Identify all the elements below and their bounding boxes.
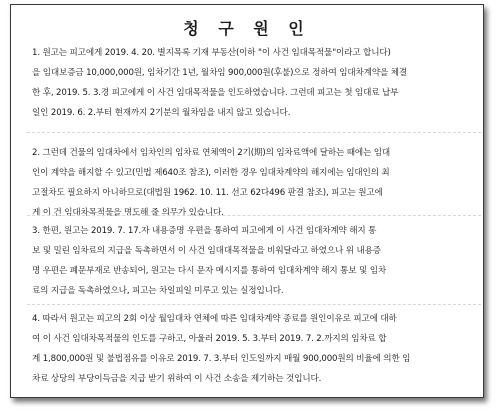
paragraph-line: 을 임대보증금 10,000,000원, 임차기간 1년, 월차임 900,000원(후불)으로 정하여 임대차계약을 체결 — [32, 68, 408, 78]
paragraph-1 — [32, 43, 474, 123]
document-page — [10, 4, 484, 398]
paragraph-line: 3. 한편, 원고는 2019. 7. 17.자 내용증명 우편을 통하여 피고에게 이 사건 임대차계약 해지 통 — [32, 226, 377, 236]
section-divider — [27, 215, 481, 216]
paragraph-line: 료의 지급을 독촉하였으나, 피고는 차일피일 미루고 있는 실정입니다. — [32, 286, 284, 296]
paragraph-line: 2. 그런데 건물의 임대차에서 임차인의 임차료 연체액이 2기(期)의 임차료액에 달하는 때에는 임대 — [32, 148, 391, 158]
paragraph-line: 차료 상당의 부당이득금을 지급 받기 위하여 이 사건 소송을 제기하는 것입니다. — [32, 374, 322, 384]
paragraph-4 — [32, 309, 474, 389]
paragraph-line: 여 이 사건 임대차목적물의 인도를 구하고, 아울러 2019. 5. 3.부터 2019. 7. 2.까지의 임차료 합 — [32, 334, 387, 344]
paragraph-line: 명 우편은 폐문부재로 반송되어, 원고는 다시 문자 메시지를 통하여 임대차계약 해지 통보 및 임차 — [32, 266, 387, 276]
paragraph-line: 일인 2019. 6. 2.부터 현재까지 2기분의 월차임을 내지 않고 있습니다. — [32, 108, 291, 118]
document-title: 청 구 원 인 — [183, 19, 311, 38]
section-divider — [27, 304, 481, 305]
paragraph-line: 고절차도 필요하지 아니하므로(대법원 1962. 10. 11. 선고 62다496 판결 참조), 피고는 원고에 — [32, 188, 383, 198]
paragraph-line: 1. 원고는 피고에게 2019. 4. 20. 별지목록 기재 부동산(이하 "이 사건 임대목적물"이라고 합니다) — [32, 48, 391, 58]
paragraph-2 — [32, 143, 474, 223]
paragraph-line: 4. 따라서 원고는 피고의 2회 이상 월임대차 연체에 따른 임대차계약 종료를 원인이유로 피고에 대하 — [32, 314, 397, 324]
paragraph-line: 인이 계약을 해지할 수 있고(민법 제640조 참조), 이러한 경우 임대차계약의 해지에는 임대인의 최 — [32, 168, 390, 178]
paragraph-line: 보 및 밀린 임차료의 지급을 독촉하면서 이 사건 임대대목적물을 비워달라고 하였으나 위 내용증 — [32, 246, 381, 256]
paragraph-line: 한 후, 2019. 5. 3.경 피고에게 이 사건 임대목적물을 인도하였습니다. 그런데 피고는 첫 임대료 납부 — [32, 88, 399, 98]
paragraph-line: 게 이 건 임대차목적물을 명도해 줄 의무가 있습니다. — [32, 208, 224, 218]
paragraph-line: 계 1,800,000원 및 불법점유를 이유로 2019. 7. 3.부터 인도일까지 매월 900,000원의 비율에 의한 임 — [32, 354, 411, 364]
section-divider — [27, 132, 481, 133]
paragraph-3 — [32, 221, 474, 301]
